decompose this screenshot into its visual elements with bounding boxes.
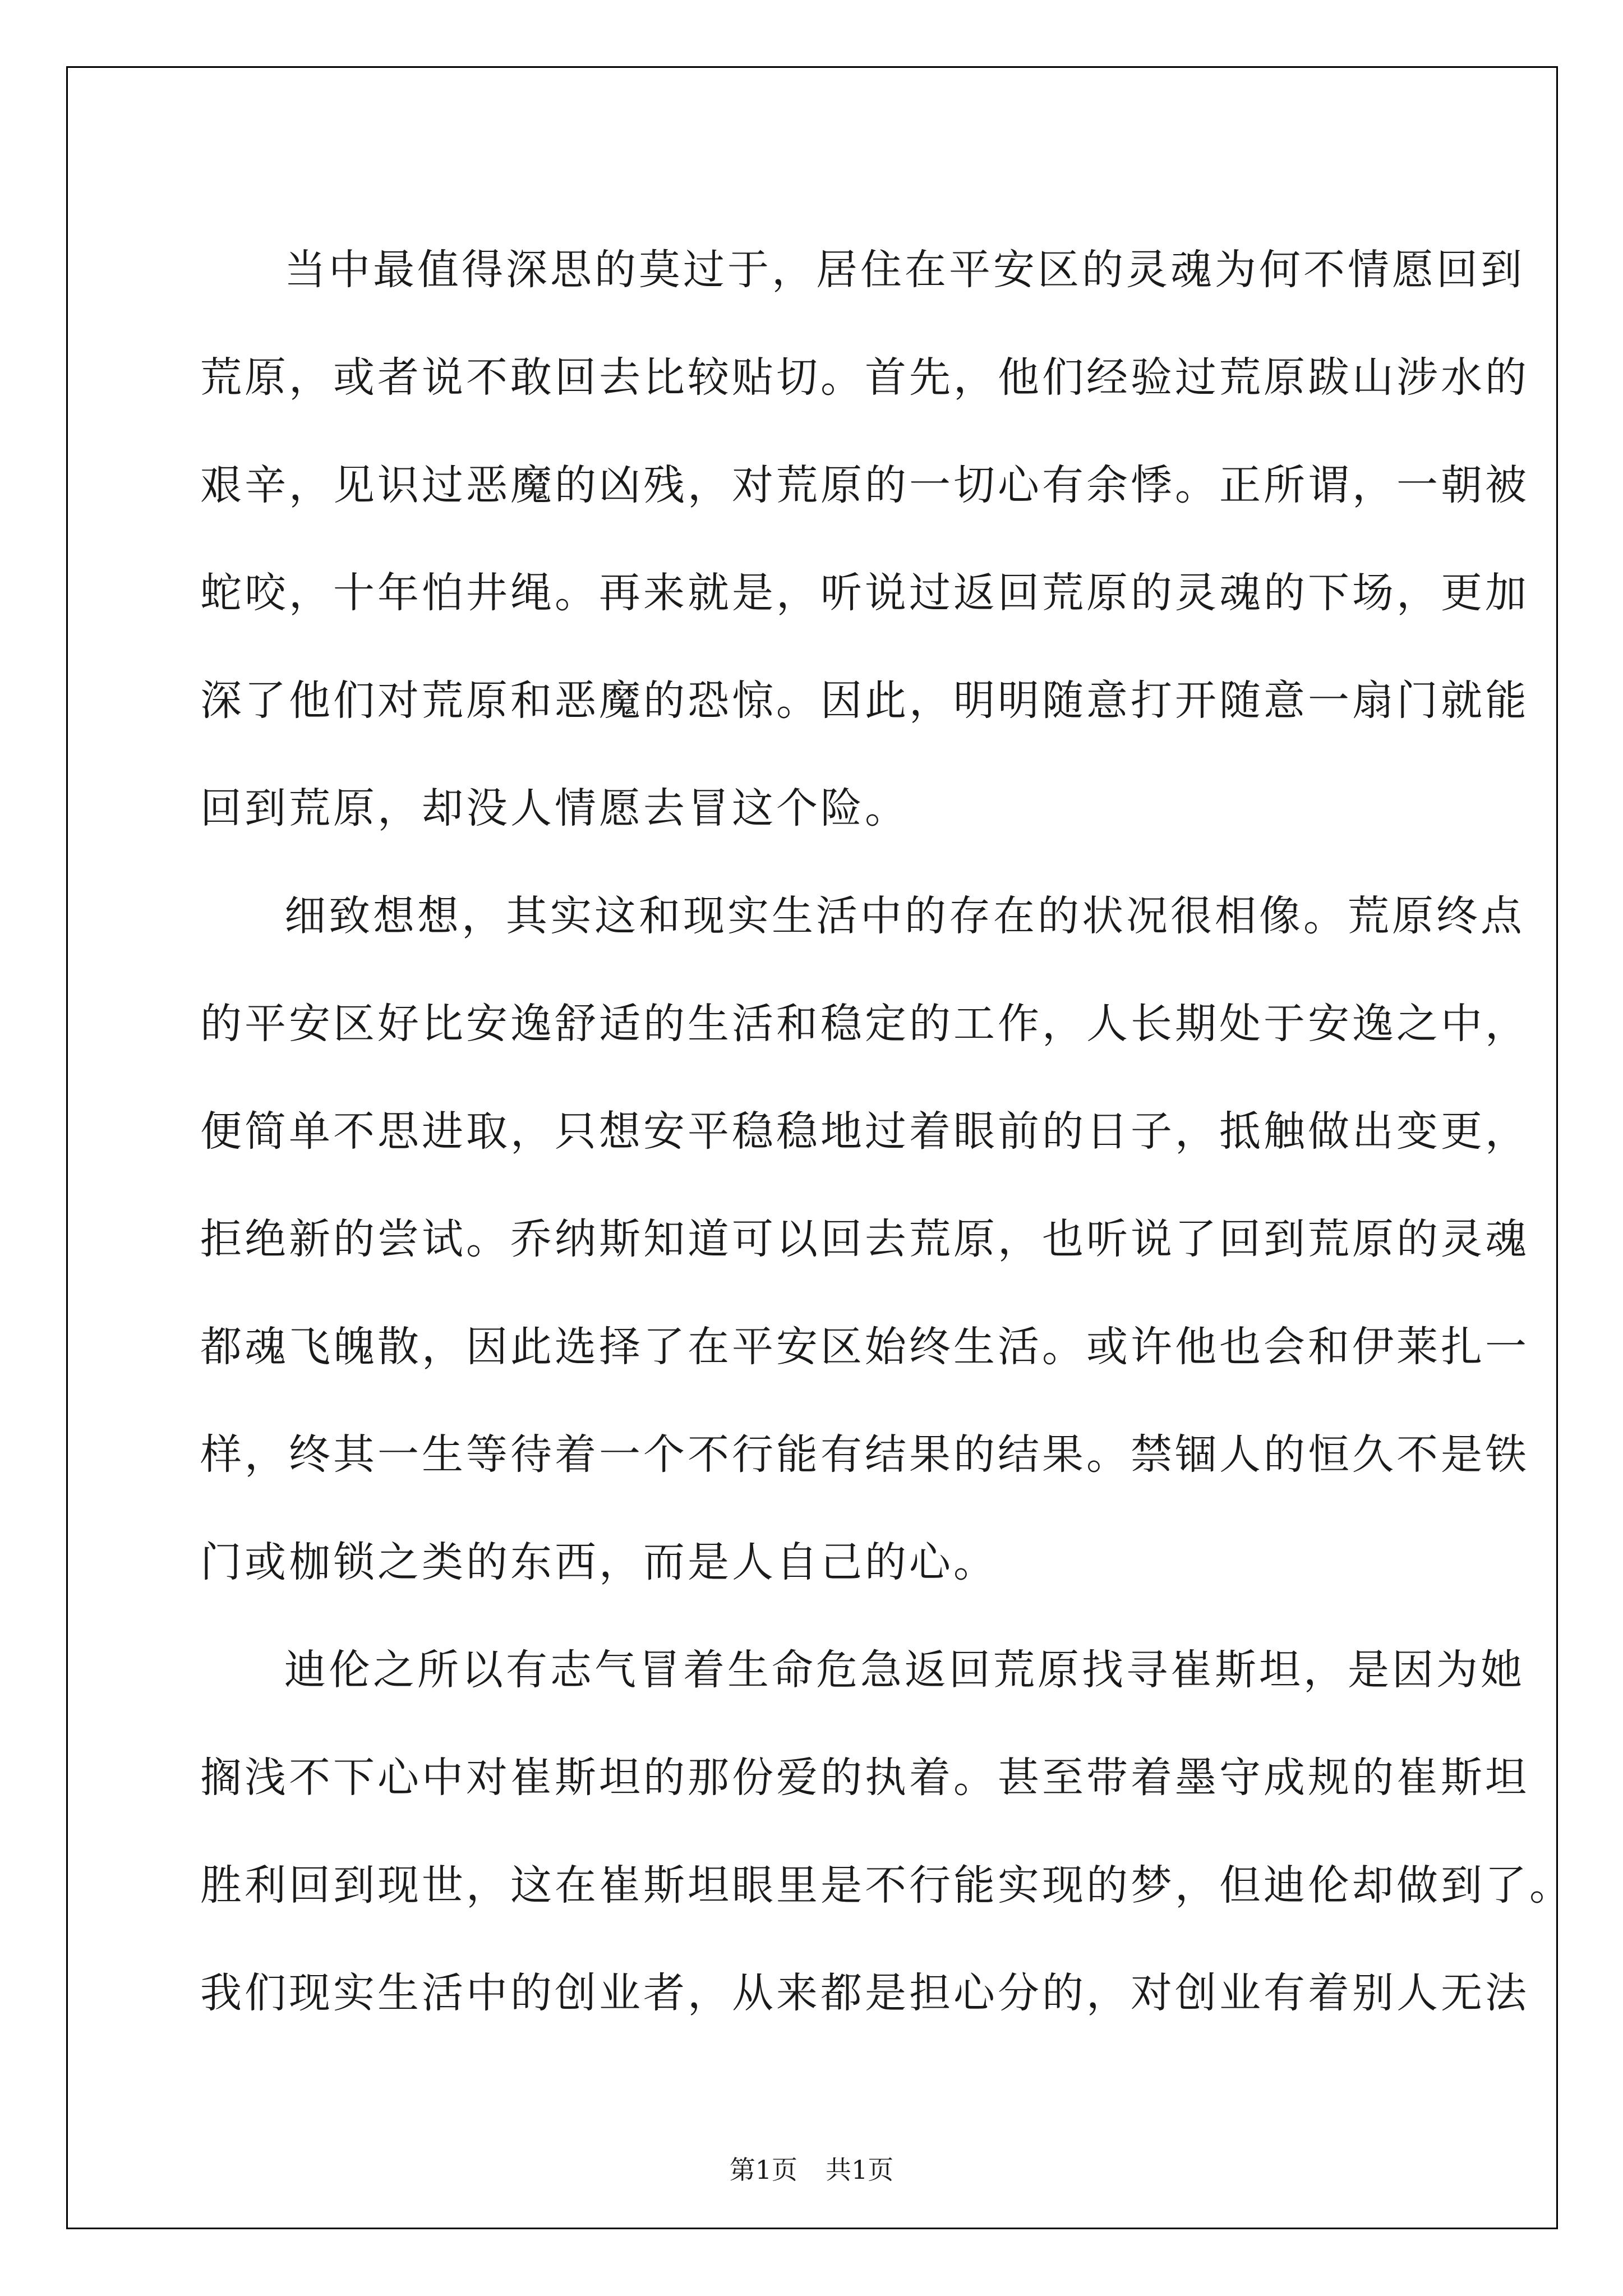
text-line: 艰辛，见识过恶魔的凶残，对荒原的一切心有余悸。正所谓，一朝被 xyxy=(200,461,1529,509)
text-line: 荒原，或者说不敢回去比较贴切。首先，他们经验过荒原跋山涉水的 xyxy=(200,353,1529,402)
text-line: 都魂飞魄散，因此选择了在平安区始终生活。或许他也会和伊莱扎一 xyxy=(200,1323,1529,1371)
text-line: 胜利回到现世，这在崔斯坦眼里是不行能实现的梦，但迪伦却做到了。 xyxy=(200,1861,1574,1910)
document-body xyxy=(200,216,1574,2047)
text-line: 搁浅不下心中对崔斯坦的那份爱的执着。甚至带着墨守成规的崔斯坦 xyxy=(200,1754,1529,1802)
text-line: 样，终其一生等待着一个不行能有结果的结果。禁锢人的恒久不是铁 xyxy=(200,1430,1529,1479)
paragraph-3 xyxy=(200,1616,1574,2047)
page-number-total: 共1页 xyxy=(826,2155,894,2185)
page-number-current: 第1页 xyxy=(729,2155,797,2185)
text-line: 拒绝新的尝试。乔纳斯知道可以回去荒原，也听说了回到荒原的灵魂 xyxy=(200,1215,1529,1263)
text-line: 蛇咬，十年怕井绳。再来就是，听说过返回荒原的灵魂的下场，更加 xyxy=(200,569,1529,617)
paragraph-2 xyxy=(200,862,1529,1616)
text-line: 回到荒原，却没人情愿去冒这个险。 xyxy=(200,784,909,832)
text-line: 深了他们对荒原和恶魔的恐惊。因此，明明随意打开随意一扇门就能 xyxy=(200,677,1529,725)
text-line: 迪伦之所以有志气冒着生命危急返回荒原找寻崔斯坦，是因为她 xyxy=(284,1646,1525,1694)
page-footer xyxy=(0,2153,1623,2187)
text-line: 门或枷锁之类的东西，而是人自己的心。 xyxy=(200,1538,998,1586)
paragraph-1 xyxy=(200,216,1529,862)
text-line: 的平安区好比安逸舒适的生活和稳定的工作，人长期处于安逸之中， xyxy=(200,1000,1529,1048)
text-line: 我们现实生活中的创业者，从来都是担心分的，对创业有着别人无法 xyxy=(200,1969,1529,2017)
text-line: 当中最值得深思的莫过于，居住在平安区的灵魂为何不情愿回到 xyxy=(284,246,1525,294)
text-line: 细致想想，其实这和现实生活中的存在的状况很相像。荒原终点 xyxy=(284,892,1525,940)
text-line: 便简单不思进取，只想安平稳稳地过着眼前的日子，抵触做出变更， xyxy=(200,1107,1529,1156)
